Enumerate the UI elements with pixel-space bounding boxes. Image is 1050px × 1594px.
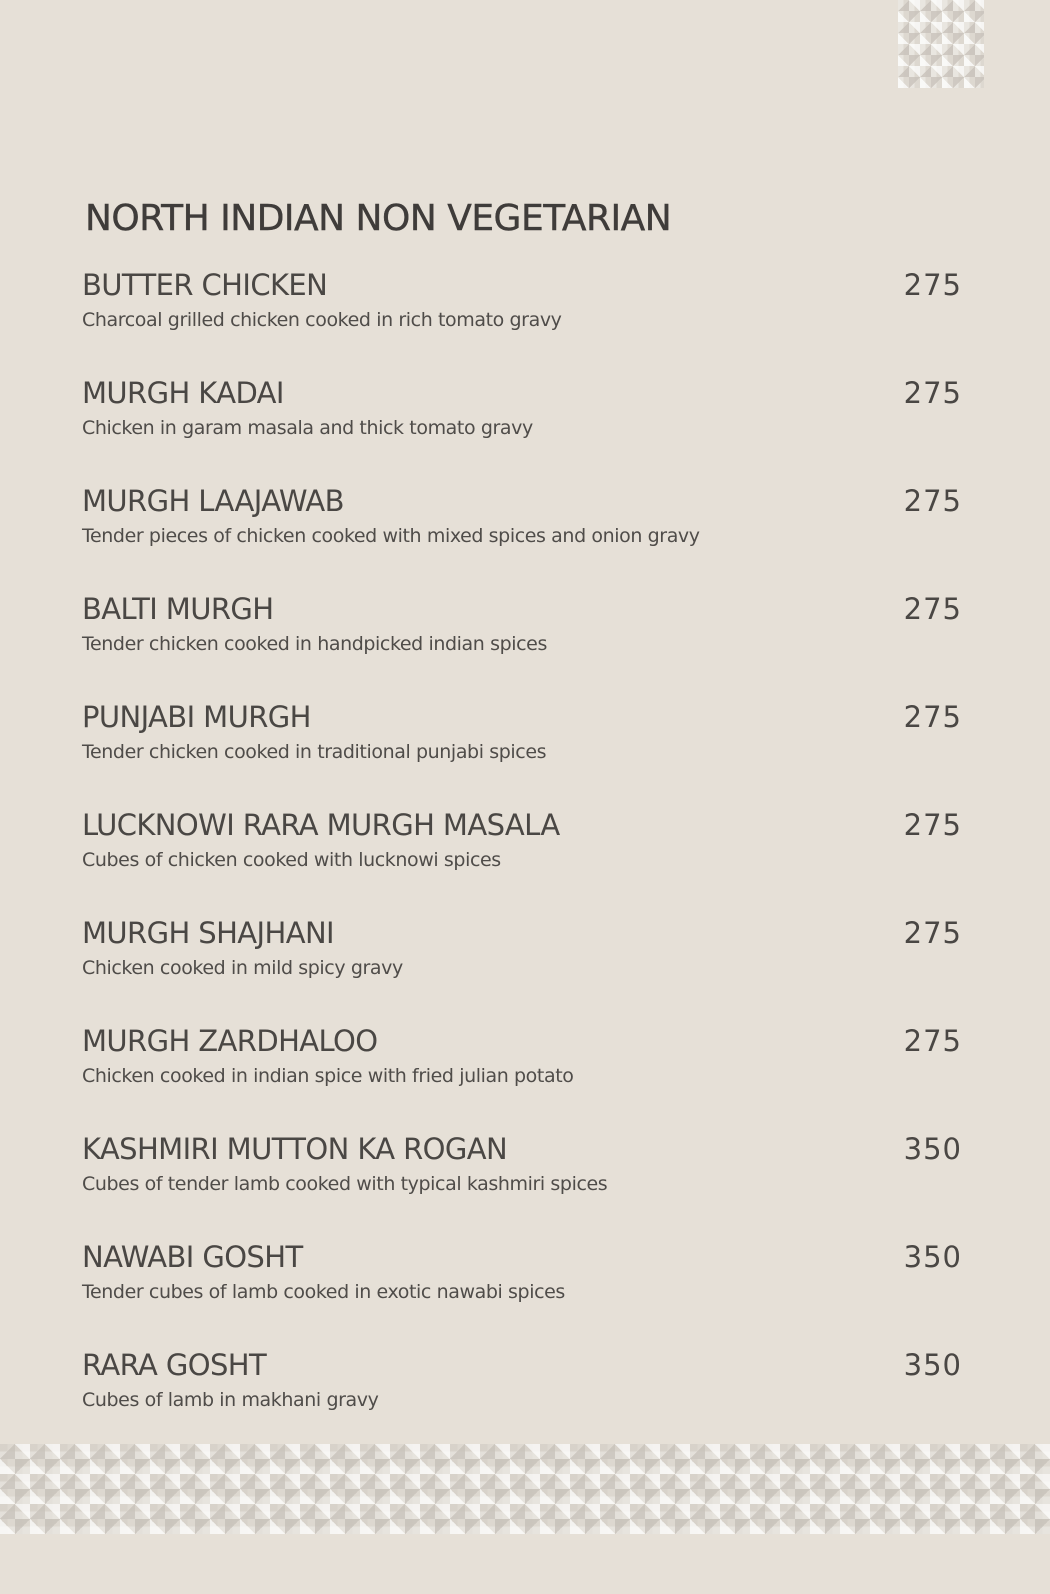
menu-item — [82, 916, 962, 1024]
item-description: Chicken cooked in mild spicy gravy — [82, 957, 403, 979]
item-description: Cubes of chicken cooked with lucknowi spices — [82, 849, 501, 871]
item-name: KASHMIRI MUTTON KA ROGAN — [82, 1132, 508, 1166]
menu-item — [82, 592, 962, 700]
item-name: MURGH ZARDHALOO — [82, 1024, 378, 1058]
item-price: 350 — [903, 1348, 962, 1382]
item-name: BUTTER CHICKEN — [82, 268, 328, 302]
menu-list — [82, 268, 962, 1456]
menu-item — [82, 484, 962, 592]
item-description: Tender chicken cooked in handpicked indian spices — [82, 633, 547, 655]
item-price: 275 — [903, 268, 962, 302]
item-price: 275 — [903, 592, 962, 626]
item-name: MURGH KADAI — [82, 376, 284, 410]
item-description: Cubes of tender lamb cooked with typical kashmiri spices — [82, 1173, 608, 1195]
footer-pattern-band — [0, 1444, 1050, 1534]
menu-item — [82, 1348, 962, 1456]
item-price: 275 — [903, 1024, 962, 1058]
menu-item — [82, 376, 962, 484]
item-name: MURGH SHAJHANI — [82, 916, 334, 950]
item-name: PUNJABI MURGH — [82, 700, 311, 734]
item-name: MURGH LAAJAWAB — [82, 484, 344, 518]
menu-item — [82, 268, 962, 376]
item-description: Tender pieces of chicken cooked with mixed spices and onion gravy — [82, 525, 700, 547]
corner-pattern-decoration — [898, 0, 984, 88]
item-name: RARA GOSHT — [82, 1348, 267, 1382]
menu-item — [82, 1132, 962, 1240]
section-title: NORTH INDIAN NON VEGETARIAN — [85, 198, 672, 239]
item-description: Cubes of lamb in makhani gravy — [82, 1389, 379, 1411]
item-price: 275 — [903, 484, 962, 518]
item-price: 350 — [903, 1240, 962, 1274]
menu-item — [82, 808, 962, 916]
item-price: 275 — [903, 376, 962, 410]
menu-item — [82, 1024, 962, 1132]
item-price: 350 — [903, 1132, 962, 1166]
item-price: 275 — [903, 808, 962, 842]
menu-item — [82, 1240, 962, 1348]
item-price: 275 — [903, 916, 962, 950]
item-name: BALTI MURGH — [82, 592, 274, 626]
item-description: Chicken cooked in indian spice with fried julian potato — [82, 1065, 574, 1087]
item-name: NAWABI GOSHT — [82, 1240, 303, 1274]
item-price: 275 — [903, 700, 962, 734]
menu-item — [82, 700, 962, 808]
item-description: Tender cubes of lamb cooked in exotic nawabi spices — [82, 1281, 565, 1303]
item-name: LUCKNOWI RARA MURGH MASALA — [82, 808, 560, 842]
item-description: Chicken in garam masala and thick tomato gravy — [82, 417, 533, 439]
item-description: Tender chicken cooked in traditional punjabi spices — [82, 741, 547, 763]
item-description: Charcoal grilled chicken cooked in rich tomato gravy — [82, 309, 562, 331]
